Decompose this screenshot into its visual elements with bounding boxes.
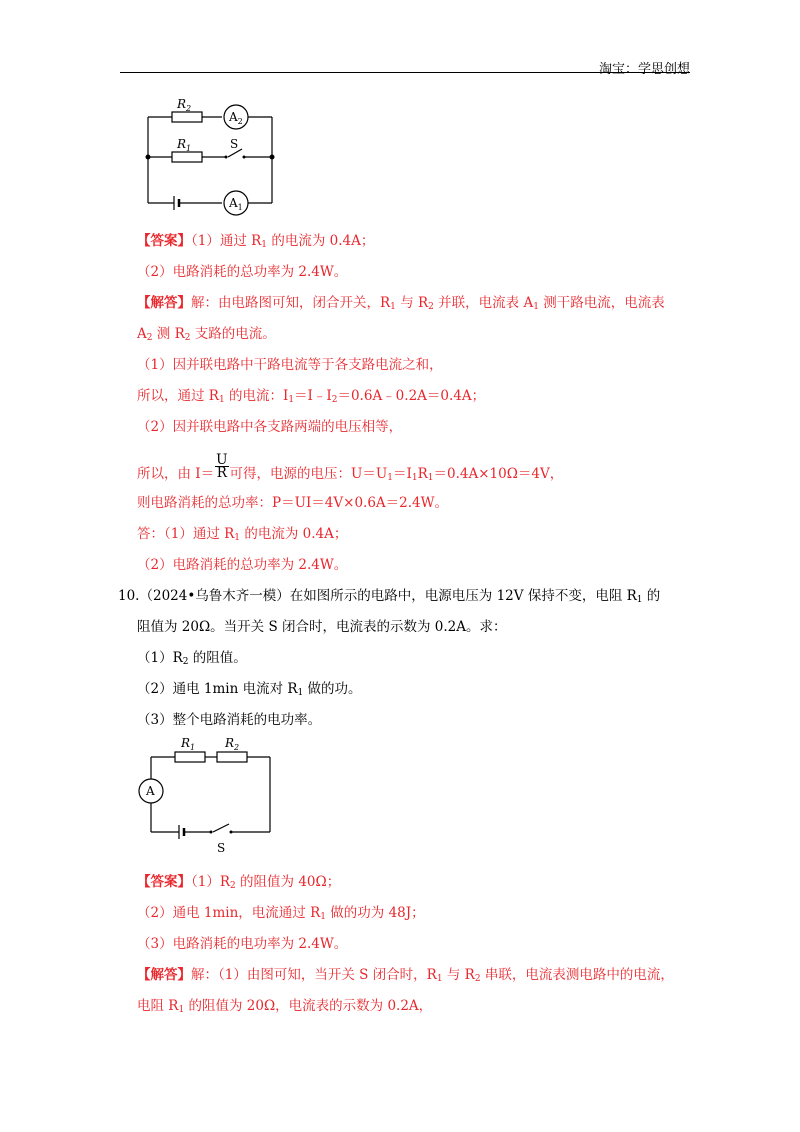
svg-text:A1: $A_1$: [229, 196, 243, 212]
q9-solution-2: $A_2$ 测 $R_2$ 支路的电流。: [137, 326, 276, 343]
svg-text:R1: $R_1$: [177, 137, 192, 153]
header-source-text: 淘宝：学思创想: [598, 62, 690, 77]
q10-answer-1: 【答案】$(1)R_2$ 的阻值为 40Ω；: [137, 874, 341, 891]
q10-stem-2: 阻值为 20Ω。当开关 S 闭合时，电流表的示数为 0.2A。求：: [137, 619, 507, 635]
q9-final-2: （2）电路消耗的总功率为 2.4W。: [137, 557, 348, 573]
q9-solution-7: 则电路消耗的总功率：P＝UI＝4V×0.6A＝2.4W。: [137, 495, 449, 511]
header-divider: [120, 72, 690, 73]
q10-part-2: （2）通电 1min 电流对 $R_1$ 做的功。: [137, 681, 362, 698]
q9-solution-1: 【解答】解：由电路图可知，闭合开关，$R_1$ 与 $R_2$ 并联，电流表 $A_1$ 测干路电流，电流表: [137, 295, 665, 312]
q9-solution-6: 所以，由 I＝ $\frac{U}{R}$ 可得，电源的电压：$U=U_1=I_1R_1=0.4A\times 10\Omega=4V$，: [137, 452, 564, 483]
circuit-diagram-series: [135, 732, 280, 857]
diagram2-switch-label: S: [217, 841, 226, 855]
question-number: 10.: [118, 588, 140, 604]
q9-solution-5: （2）因并联电路中各支路两端的电压相等，: [137, 419, 403, 435]
diagram2-r1-label: R: [181, 736, 191, 750]
diagram2-r2-label: R: [225, 736, 235, 750]
svg-text:R2: $R_2$: [225, 736, 240, 752]
diagram2-ammeter-label: A: [146, 784, 155, 798]
svg-text:R1: $R_1$: [181, 736, 196, 752]
q10-answer-2: （2）通电 1min，电流通过 $R_1$ 做的功为 48J；: [137, 905, 425, 922]
svg-text:A2: $A_2$: [229, 110, 243, 126]
q9-answer-2: （2）电路消耗的总功率为 2.4W。: [137, 264, 348, 280]
q10-part-1: $(1)R_2$ 的阻值。: [137, 650, 247, 667]
diagram1-a1-label: A: [229, 196, 238, 210]
diagram1-r2-label: R: [177, 97, 187, 111]
q9-answer-1: 【答案】（1）通过 $R_1$ 的电流为 0.4A；: [137, 233, 375, 250]
q10-stem-1: 10.（2024•乌鲁木齐一模）在如图所示的电路中，电源电压为 12V 保持不变，电阻 $R_1$ 的: [118, 588, 661, 605]
svg-text:R2: $R_2$: [177, 97, 192, 113]
q9-final-1: 答：（1）通过 $R_1$ 的电流为 0.4A；: [137, 526, 348, 543]
diagram1-switch-label: S: [230, 137, 239, 151]
q10-answer-3: （3）电路消耗的电功率为 2.4W。: [137, 936, 348, 952]
diagram1-a2-label: A: [229, 110, 238, 124]
formula-fraction: $\frac{U}{R}$: [216, 452, 228, 481]
q10-solution-1: 【解答】解：（1）由图可知，当开关 S 闭合时，$R_1$ 与 $R_2$ 串联，电流表测电路中的电流，: [137, 967, 674, 984]
q9-solution-4: 所以，通过 $R_1$ 的电流：$I_1=I﹣I_2=0.6A﹣0.2A=0.4A$；: [137, 388, 486, 405]
q10-part-3: （3）整个电路消耗的电功率。: [137, 712, 322, 728]
diagram1-r1-label: R: [177, 137, 187, 151]
q9-solution-3: （1）因并联电路中干路电流等于各支路电流之和，: [137, 357, 443, 373]
circuit-diagram-parallel: [140, 95, 290, 220]
q10-solution-2: 电阻 $R_1$ 的阻值为 20Ω，电流表的示数为 0.2A，: [137, 998, 433, 1015]
